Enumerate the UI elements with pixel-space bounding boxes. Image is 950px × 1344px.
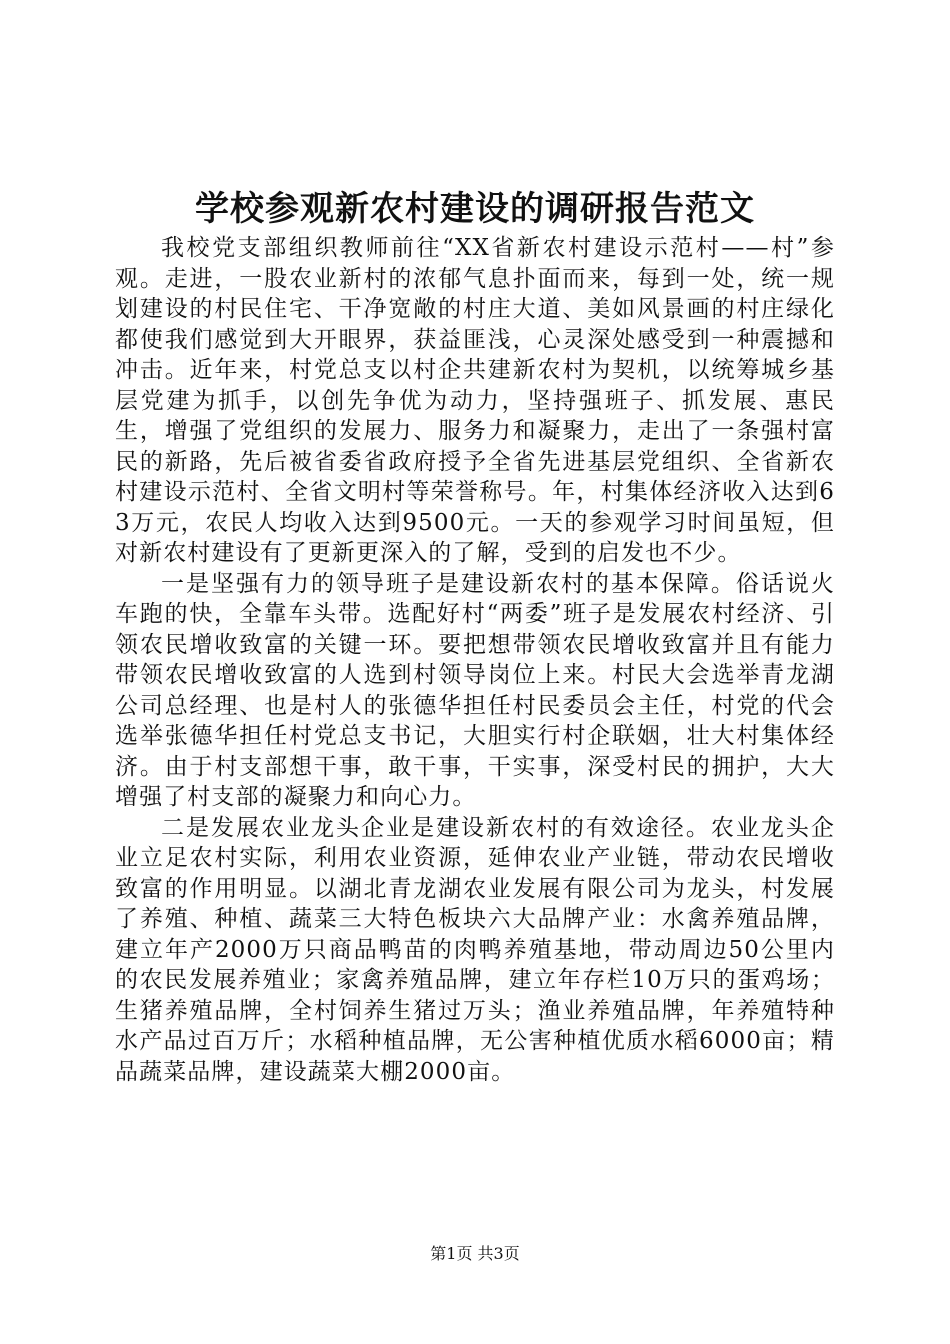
page-footer: 第1页 共3页 [430,1244,520,1263]
body-paragraph-3: 二是发展农业龙头企业是建设新农村的有效途径。农业龙头企业立足农村实际，利用农业资源，延伸农业产业链，带动农民增收致富的作用明显。以湖北青龙湖农业发展有限公司为龙头，村发展了养殖、种植、蔬菜三大特色板块六大品牌产业：水禽养殖品牌，建立年产2000万只商品鸭苗的肉鸭养殖基地，带动周边50公里内的农民发展养殖业；家禽养殖品牌，建立年存栏10万只的蛋鸡场；生猪养殖品牌，全村饲养生猪过万头；渔业养殖品牌，年养殖特种水产品过百万斤；水稻种植品牌，无公害种植优质水稻6000亩；精品蔬菜品牌，建设蔬菜大棚2000亩。 [115,814,835,1085]
document-body [115,233,835,1087]
body-paragraph-2: 一是坚强有力的领导班子是建设新农村的基本保障。俗话说火车跑的快，全靠车头带。选配好村“两委”班子是发展农村经济、引领农民增收致富的关键一环。要把想带领农民增收致富并且有能力带领农民增收致富的人选到村领导岗位上来。村民大会选举青龙湖公司总经理、也是村人的张德华担任村民委员会主任，村党的代会选举张德华担任村党总支书记，大胆实行村企联姻，壮大村集体经济。由于村支部想干事，敢干事，干实事，深受村民的拥护，大大增强了村支部的凝聚力和向心力。 [115,570,835,810]
document-title: 学校参观新农村建设的调研报告范文 [195,189,755,229]
body-paragraph-1: 我校党支部组织教师前往“XX省新农村建设示范村——村”参观。走进，一股农业新村的浓郁气息扑面而来，每到一处，统一规划建设的村民住宅、干净宽敞的村庄大道、美如风景画的村庄绿化都使我们感觉到大开眼界，获益匪浅，心灵深处感受到一种震撼和冲击。近年来，村党总支以村企共建新农村为契机，以统筹城乡基层党建为抓手，以创先争优为动力，坚持强班子、抓发展、惠民生，增强了党组织的发展力、服务力和凝聚力，走出了一条强村富民的新路，先后被省委省政府授予全省先进基层党组织、全省新农村建设示范村、全省文明村等荣誉称号。年，村集体经济收入达到63万元，农民人均收入达到9500元。一天的参观学习时间虽短，但对新农村建设有了更新更深入的了解，受到的启发也不少。 [115,235,835,566]
